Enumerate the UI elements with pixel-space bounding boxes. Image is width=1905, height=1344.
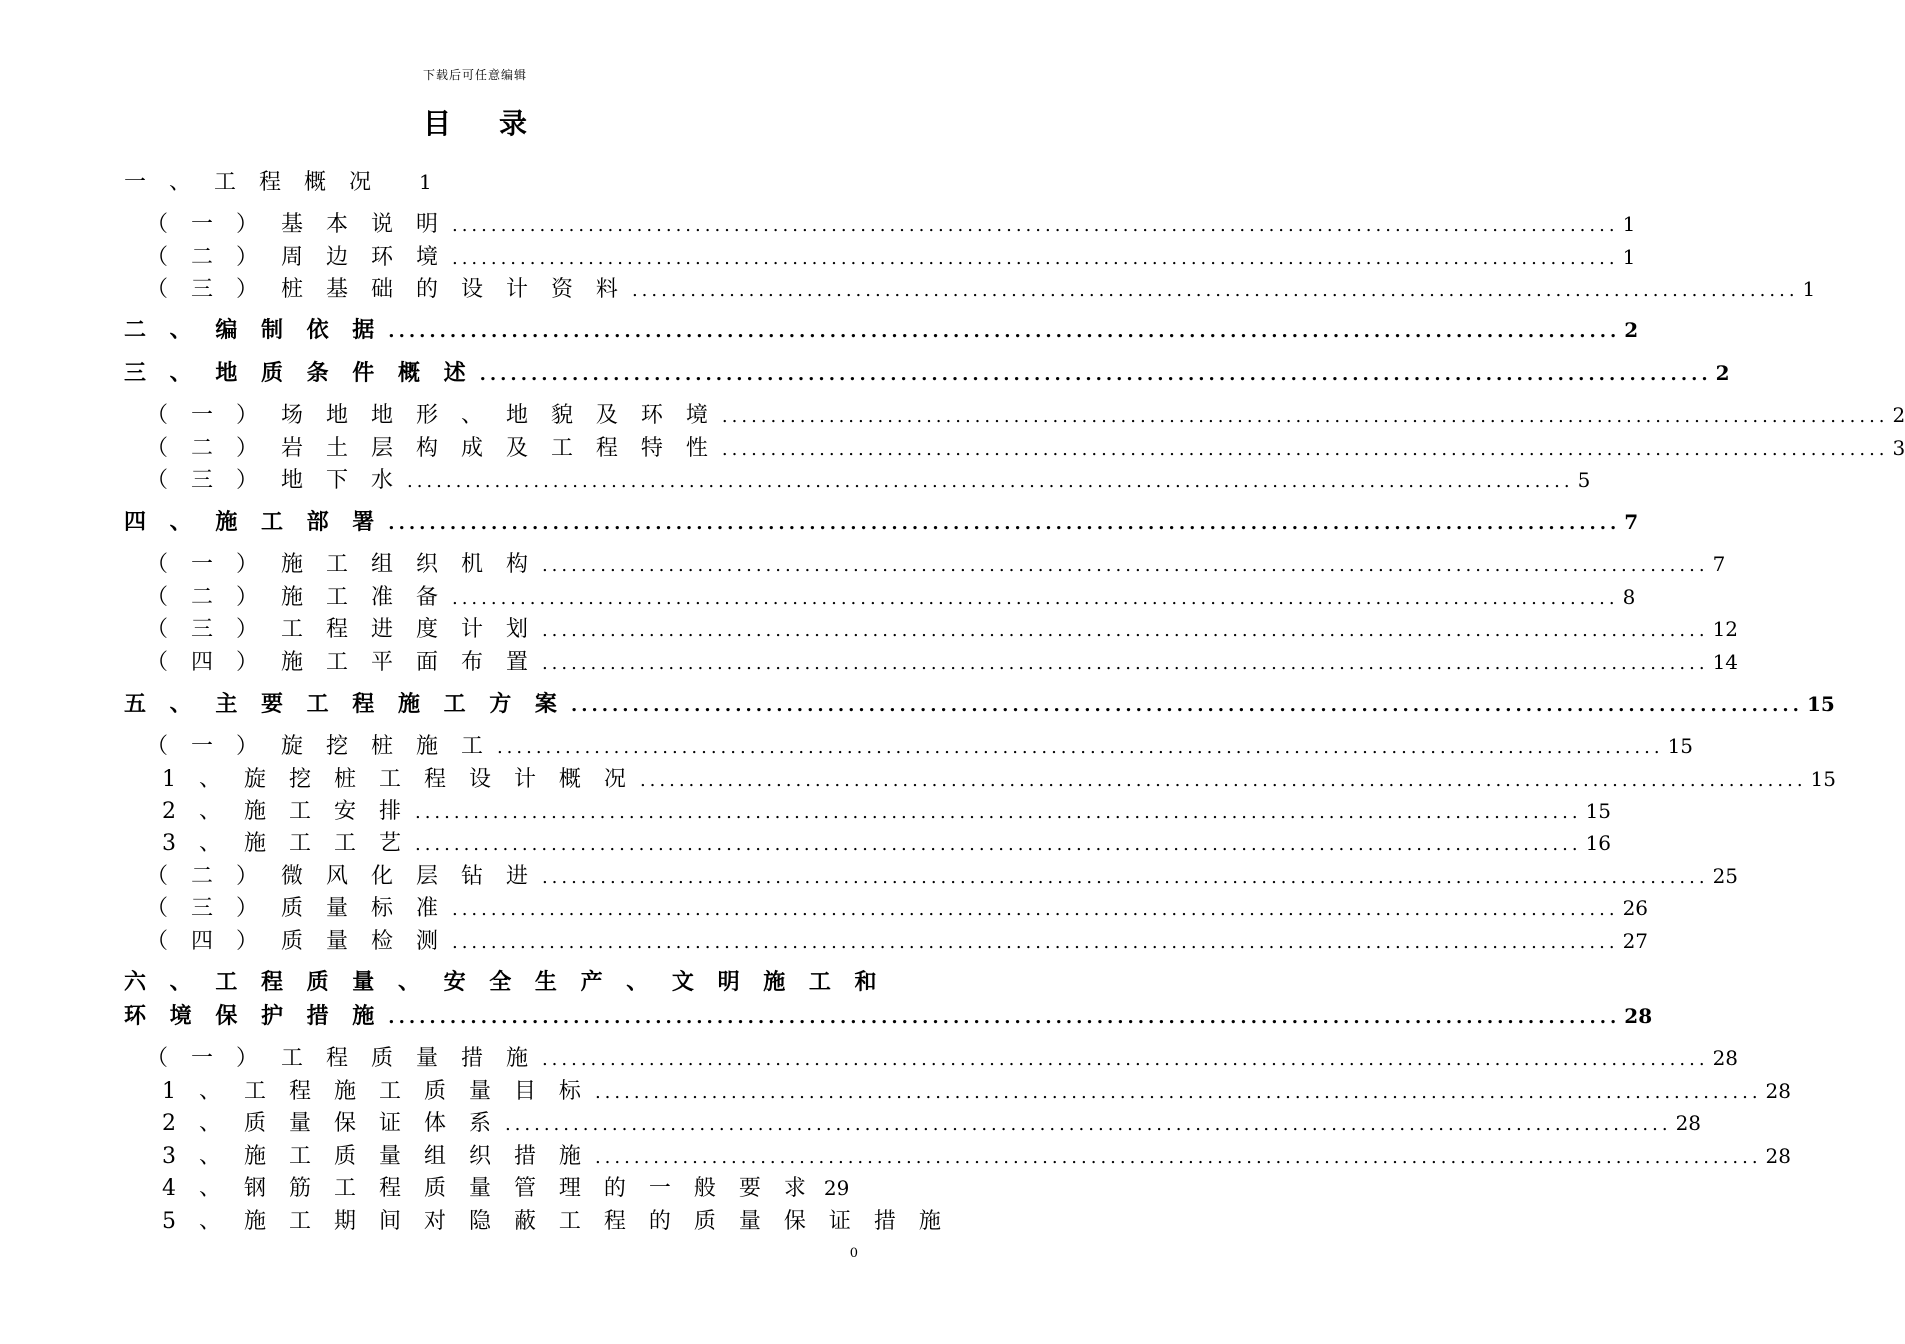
toc-entry-page: 2 (1892, 403, 1905, 427)
toc-entry-page: 1 (1622, 245, 1636, 269)
toc-leader-dots: ........................................................................................................................ (504, 1114, 1672, 1135)
toc-entry-label: （ 二 ） 周 边 环 境 (146, 245, 446, 270)
toc-entry[interactable] (146, 580, 1636, 611)
toc-entry-label: （ 一 ） 场 地 地 形 、 地 貌 及 环 境 (146, 403, 716, 428)
toc-entry[interactable] (146, 859, 1739, 890)
toc-entry[interactable] (146, 431, 1905, 462)
toc-entry[interactable] (146, 645, 1739, 676)
toc-entry[interactable] (124, 505, 1639, 536)
toc-entry[interactable] (146, 729, 1694, 760)
toc-entry-page: 1 (418, 170, 432, 194)
toc-entry-label: 3 、 施 工 质 量 组 织 措 施 (162, 1144, 589, 1169)
toc-entry[interactable] (162, 1074, 1791, 1105)
toc-entry-label: （ 一 ） 工 程 质 量 措 施 (146, 1046, 536, 1071)
toc-leader-dots: ........................................................................................................................ (451, 899, 1619, 920)
page-number: 0 (849, 1246, 858, 1261)
toc-entry[interactable] (146, 207, 1636, 238)
toc-entry-label: 三 、 地 质 条 件 概 述 (124, 360, 474, 386)
toc-leader-dots: ........................................................................................................................ (414, 834, 1582, 855)
toc-entry-label: （ 四 ） 施 工 平 面 布 置 (146, 650, 536, 675)
toc-entry-label: 四 、 施 工 部 署 (124, 509, 383, 535)
toc-entry-label: （ 一 ） 施 工 组 织 机 构 (146, 552, 536, 577)
toc-leader-dots: ........................................................................................................................ (414, 802, 1582, 823)
toc-leader-dots: ........................................................................................................................ (541, 1049, 1709, 1070)
toc-entry[interactable] (146, 924, 1649, 955)
toc-entry[interactable] (146, 547, 1726, 578)
toc-entry-label: （ 二 ） 施 工 准 备 (146, 585, 446, 610)
toc-entry-label: （ 一 ） 基 本 说 明 (146, 212, 446, 237)
toc-leader-dots: ........................................................................................................................ (388, 1007, 1621, 1028)
toc-entry-label: （ 四 ） 质 量 检 测 (146, 929, 446, 954)
toc-leader-dots: ........................................................................................................................ (541, 653, 1709, 674)
toc-entry-page: 26 (1622, 896, 1649, 920)
toc-entry-label: 2 、 质 量 保 证 体 系 (162, 1111, 499, 1136)
toc-entry[interactable] (146, 272, 1816, 303)
toc-leader-dots: ........................................................................................................................ (406, 471, 1574, 492)
toc-entry-label: 五 、 主 要 工 程 施 工 方 案 (124, 691, 565, 717)
toc-entry-page: 16 (1585, 831, 1612, 855)
toc-leader-dots: ........................................................................................................................ (570, 695, 1803, 716)
toc-leader-dots: ........................................................................................................................ (496, 737, 1664, 758)
toc-entry-page: 3 (1892, 436, 1905, 460)
toc-leader-dots: ........................................................................................................................ (541, 620, 1709, 641)
toc-entry-label: 六 、 工 程 质 量 、 安 全 生 产 、 文 明 施 工 和 (124, 969, 885, 995)
toc-entry[interactable] (146, 240, 1636, 271)
toc-entry[interactable] (162, 1171, 850, 1202)
page-header: 下载后可任意编辑 (422, 68, 527, 82)
toc-leader-dots: ........................................................................................................................ (451, 588, 1619, 609)
toc-entry-label: 环 境 保 护 措 施 (124, 1003, 383, 1029)
toc-entry[interactable] (124, 356, 1730, 387)
toc-leader-dots: ........................................................................................................................ (639, 770, 1807, 791)
toc-entry-page: 2 (1624, 318, 1639, 342)
toc-entry-page: 29 (823, 1176, 850, 1200)
toc-entry-page: 2 (1715, 361, 1730, 385)
toc-entry-page: 28 (1675, 1111, 1702, 1135)
toc-leader-dots: ........................................................................................................................ (451, 215, 1619, 236)
toc-entry-label: 5 、 施 工 期 间 对 隐 蔽 工 程 的 质 量 保 证 措 施 (162, 1209, 949, 1234)
toc-entry-page: 28 (1765, 1079, 1791, 1103)
toc-entry[interactable] (124, 687, 1835, 718)
title-char-2: 录 (499, 107, 528, 140)
toc-entry[interactable] (146, 463, 1591, 494)
page-title (0, 102, 950, 142)
toc-entry-label: （ 三 ） 工 程 进 度 计 划 (146, 617, 536, 642)
toc-entry[interactable] (146, 1041, 1739, 1072)
toc-entry-page: 7 (1712, 552, 1726, 576)
toc-leader-dots: ........................................................................................................................ (451, 932, 1619, 953)
toc-entry[interactable] (162, 794, 1612, 825)
toc-entry-label: 3 、 施 工 工 艺 (162, 831, 409, 856)
toc-entry-page: 15 (1806, 692, 1835, 716)
toc-entry-page: 5 (1577, 468, 1591, 492)
toc-entry-page: 15 (1667, 734, 1694, 758)
toc-entry-label: （ 一 ） 旋 挖 桩 施 工 (146, 734, 491, 759)
toc-leader-dots: ........................................................................................................................ (451, 248, 1619, 269)
toc-entry[interactable] (124, 965, 885, 996)
toc-entry[interactable] (124, 999, 1653, 1030)
toc-entry-page: 7 (1624, 510, 1639, 534)
toc-entry[interactable] (162, 1106, 1702, 1137)
toc-leader-dots: ........................................................................................................................ (541, 555, 1709, 576)
toc-entry-label: 1 、 工 程 施 工 质 量 目 标 (162, 1079, 589, 1104)
toc-entry-label: 2 、 施 工 安 排 (162, 799, 409, 824)
toc-entry-label: 二 、 编 制 依 据 (124, 317, 383, 343)
toc-entry[interactable] (146, 398, 1905, 429)
toc-entry-page: 1 (1802, 277, 1816, 301)
toc-entry[interactable] (162, 1204, 949, 1235)
toc-entry-label: （ 三 ） 地 下 水 (146, 468, 401, 493)
toc-entry-page: 28 (1624, 1004, 1653, 1028)
toc-entry-page: 27 (1622, 929, 1649, 953)
toc-entry-page: 14 (1712, 650, 1739, 674)
toc-leader-dots: ........................................................................................................................ (388, 321, 1621, 342)
title-char-1: 目 (422, 107, 451, 140)
toc-leader-dots: ........................................................................................................................ (594, 1082, 1762, 1103)
toc-entry-label: （ 二 ） 微 风 化 层 钻 进 (146, 864, 536, 889)
toc-leader-dots: ........................................................................................................................ (721, 406, 1889, 427)
toc-entry-page: 15 (1810, 767, 1836, 791)
toc-leader-dots: ........................................................................................................................ (388, 513, 1621, 534)
toc-entry-page: 1 (1622, 212, 1636, 236)
toc-entry-label: 一 、 工 程 概 况 (124, 170, 379, 195)
toc-entry[interactable] (162, 762, 1836, 793)
toc-entry[interactable] (146, 612, 1739, 643)
toc-entry[interactable] (124, 165, 432, 196)
toc-leader-dots: ........................................................................................................................ (479, 364, 1712, 385)
toc-entry-page: 25 (1712, 864, 1739, 888)
toc-entry[interactable] (162, 1139, 1791, 1170)
toc-leader-dots: ........................................................................................................................ (721, 439, 1889, 460)
toc-entry-label: （ 三 ） 桩 基 础 的 设 计 资 料 (146, 277, 626, 302)
toc-entry-page: 28 (1712, 1046, 1739, 1070)
toc-leader-dots: ........................................................................................................................ (541, 867, 1709, 888)
toc-leader-dots: ........................................................................................................................ (631, 280, 1799, 301)
toc-entry-label: 1 、 旋 挖 桩 工 程 设 计 概 况 (162, 767, 634, 792)
toc-entry[interactable] (162, 826, 1612, 857)
toc-entry-page: 8 (1622, 585, 1636, 609)
toc-entry-page: 15 (1585, 799, 1612, 823)
toc-entry-page: 12 (1712, 617, 1739, 641)
toc-entry[interactable] (146, 891, 1649, 922)
toc-entry-page: 28 (1765, 1144, 1791, 1168)
toc-entry-label: （ 二 ） 岩 土 层 构 成 及 工 程 特 性 (146, 436, 716, 461)
toc-entry-label: 4 、 钢 筋 工 程 质 量 管 理 的 一 般 要 求 (162, 1176, 814, 1201)
toc-leader-dots: ........................................................................................................................ (594, 1147, 1762, 1168)
toc-entry-label: （ 三 ） 质 量 标 准 (146, 896, 446, 921)
toc-entry[interactable] (124, 313, 1639, 344)
